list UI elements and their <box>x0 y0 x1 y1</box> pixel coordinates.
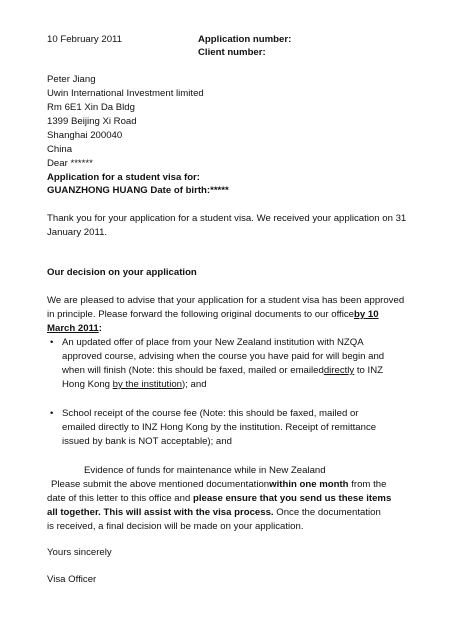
address-country: China <box>47 144 73 155</box>
bullet-2-line-2: emailed directly to INZ Hong Kong by the institution. Receipt of remittance <box>62 422 377 433</box>
decision-line-2-text: in principle. Please forward the following original documents to our office <box>47 309 354 320</box>
bullet-1-line-4-end: ); and <box>182 379 207 390</box>
recipient-name: Peter Jiang <box>47 74 96 85</box>
submit-line-3-end: Once the documentation <box>273 507 381 518</box>
bullet-marker-2: • <box>50 408 54 419</box>
decision-line-1: We are pleased to advise that your application for a student visa has been approved <box>47 295 405 306</box>
salutation: Dear ****** <box>47 158 93 169</box>
client-number-label: Client number: <box>198 47 266 58</box>
bullet-1-line-3-text: when will finish (Note: this should be faxed, mailed or emailed <box>62 365 324 376</box>
bullet-1-line-4-text: Hong Kong <box>62 379 113 390</box>
submit-line-1-text: Please submit the above mentioned documentation <box>51 479 270 490</box>
deadline-colon: : <box>98 323 102 334</box>
submit-line-2-text: date of this letter to this office and <box>47 493 193 504</box>
bullet-1-line-3-end: to INZ <box>354 365 384 376</box>
address-line-1: Rm 6E1 Xin Da Bldg <box>47 102 135 113</box>
letter-date: 10 February 2011 <box>47 34 123 45</box>
signature: Visa Officer <box>47 574 97 585</box>
bullet-1-line-2: approved course, advising when the course you have paid for will begin and <box>62 351 385 362</box>
submit-line-2 <box>47 492 391 506</box>
submit-all-together: all together. This will assist with the visa process. <box>47 507 274 518</box>
submit-within-one-month: within one month <box>269 479 349 490</box>
bullet-1-line-1: An updated offer of place from your New Zealand institution with NZQA <box>62 337 364 348</box>
deadline-date-part-2: March 2011 <box>47 323 99 334</box>
bullet-1-line-3 <box>62 364 383 378</box>
bullet-marker-1: • <box>50 337 54 348</box>
closing: Yours sincerely <box>47 547 112 558</box>
deadline-date-part-1: by 10 <box>354 309 379 320</box>
application-number-label: Application number: <box>198 34 292 45</box>
evidence-line: Evidence of funds for maintenance while in New Zealand <box>84 465 326 476</box>
submit-line-4: is received, a final decision will be made on your application. <box>47 521 304 532</box>
decision-line-2 <box>47 308 379 322</box>
decision-heading: Our decision on your application <box>47 267 197 278</box>
submit-ensure-send: please ensure that you send us these items <box>192 493 392 504</box>
bullet-1-by-institution: by the institution <box>112 379 183 390</box>
bullet-2-line-1: School receipt of the course fee (Note: this should be faxed, mailed or <box>62 408 359 419</box>
bullet-1-line-4 <box>62 378 207 392</box>
subject-line-2: GUANZHONG HUANG Date of birth:***** <box>47 185 229 196</box>
submit-line-1 <box>51 478 386 492</box>
submit-line-1-end: from the <box>348 479 387 490</box>
address-city: Shanghai 200040 <box>47 130 123 141</box>
subject-line-1: Application for a student visa for: <box>47 172 200 183</box>
bullet-1-directly: directly <box>323 365 355 376</box>
decision-line-3 <box>47 322 102 336</box>
submit-line-3 <box>47 506 381 520</box>
bullet-2-line-3: issued by bank is NOT acceptable); and <box>62 436 232 447</box>
recipient-company: Uwin International Investment limited <box>47 88 204 99</box>
address-line-2: 1399 Beijing Xi Road <box>47 116 137 127</box>
intro-line-2: January 2011. <box>47 227 108 238</box>
intro-line-1: Thank you for your application for a student visa. We received your application on 31 <box>47 213 407 224</box>
